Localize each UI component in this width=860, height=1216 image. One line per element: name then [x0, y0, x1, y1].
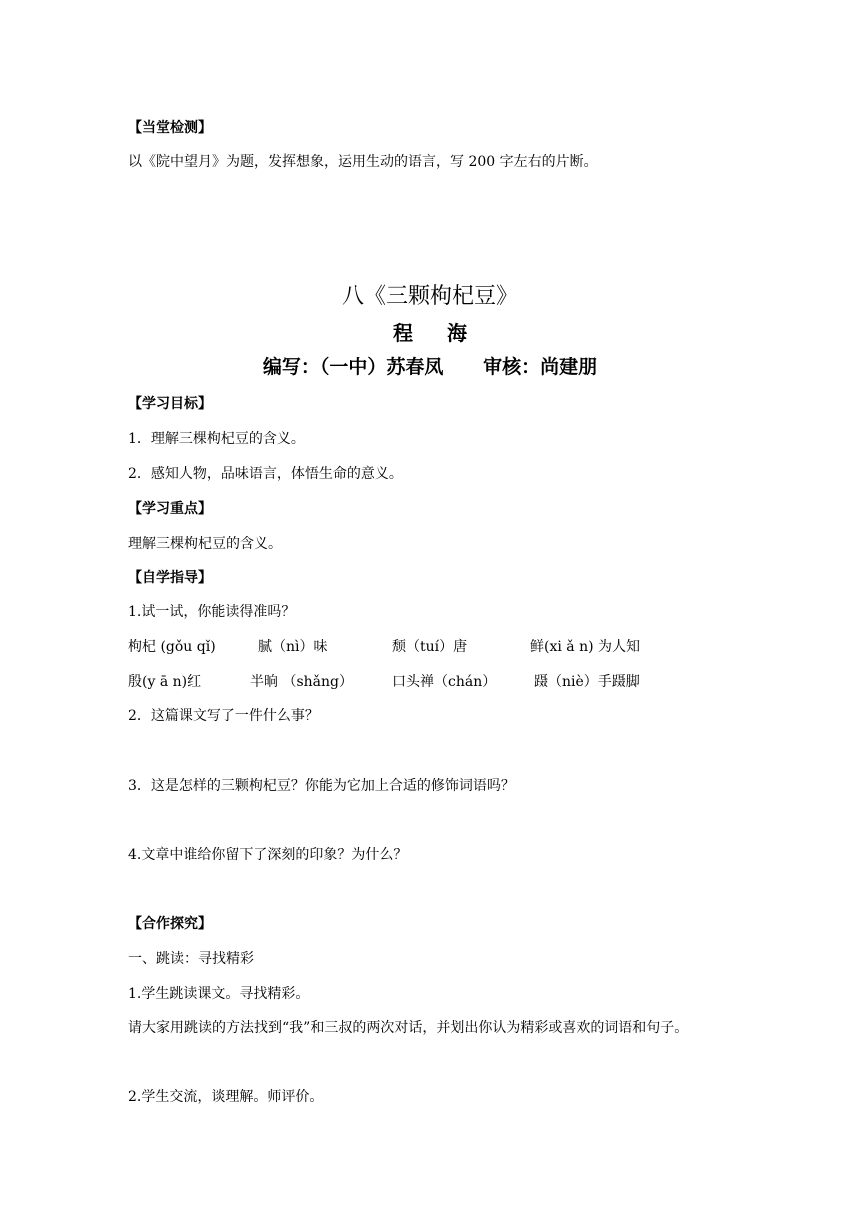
cooperate-heading: 【合作探究】	[128, 916, 212, 932]
focus-heading: 【学习重点】	[128, 501, 212, 517]
goals-heading: 【学习目标】	[128, 396, 212, 412]
section-check-text: 以《院中望月》为题，发挥想象，运用生动的语言，写 200 字左右的片断。	[128, 154, 598, 170]
cooperate-part-1: 一、跳读：寻找精彩	[128, 951, 254, 967]
pinyin-word: 殷(y ā n)红	[128, 674, 202, 690]
pinyin-word: 枸杞 (gǒu qǐ)	[128, 639, 216, 655]
guide-question-4: 4.文章中谁给你留下了深刻的印象？为什么？	[128, 847, 408, 863]
pinyin-word: 蹑（niè）手蹑脚	[534, 674, 640, 690]
lesson-title: 八《三颗枸杞豆》	[341, 284, 518, 309]
goal-item: 1．理解三棵枸杞豆的含义。	[128, 431, 305, 447]
focus-text: 理解三棵枸杞豆的含义。	[128, 536, 282, 552]
pinyin-word: 颓（tuí）唐	[392, 639, 468, 655]
pinyin-word: 口头禅（chán）	[392, 674, 497, 690]
guide-question-1: 1.试一试，你能读得准吗？	[128, 604, 296, 620]
author-surname: 程	[393, 321, 413, 345]
guide-question-2: 2．这篇课文写了一件什么事？	[128, 708, 319, 724]
pinyin-word: 腻（nì）味	[258, 639, 328, 655]
section-check-heading: 【当堂检测】	[128, 120, 212, 136]
guide-heading: 【自学指导】	[128, 570, 212, 586]
cooperate-step-1: 1.学生跳读课文。寻找精彩。	[128, 986, 310, 1002]
lesson-author	[0, 320, 860, 346]
lesson-editor: 编写：（一中）苏春凤 审核：尚建朋	[262, 356, 598, 378]
cooperate-step-2: 2.学生交流，谈理解。师评价。	[128, 1089, 324, 1105]
pinyin-word: 半晌 （shǎng）	[250, 674, 353, 690]
pinyin-row-2	[128, 673, 728, 691]
goal-item: 2．感知人物，品味语言，体悟生命的意义。	[128, 466, 403, 482]
pinyin-row-1	[128, 638, 728, 656]
pinyin-word: 鲜(xi ǎ n) 为人知	[530, 639, 641, 655]
guide-question-3: 3．这是怎样的三颗枸杞豆？你能为它加上合适的修饰词语吗？	[128, 778, 515, 794]
cooperate-step-1-detail: 请大家用跳读的方法找到“我”和三叔的两次对话，并划出你认为精彩或喜欢的词语和句子。	[128, 1020, 689, 1036]
author-given-name: 海	[447, 321, 467, 345]
